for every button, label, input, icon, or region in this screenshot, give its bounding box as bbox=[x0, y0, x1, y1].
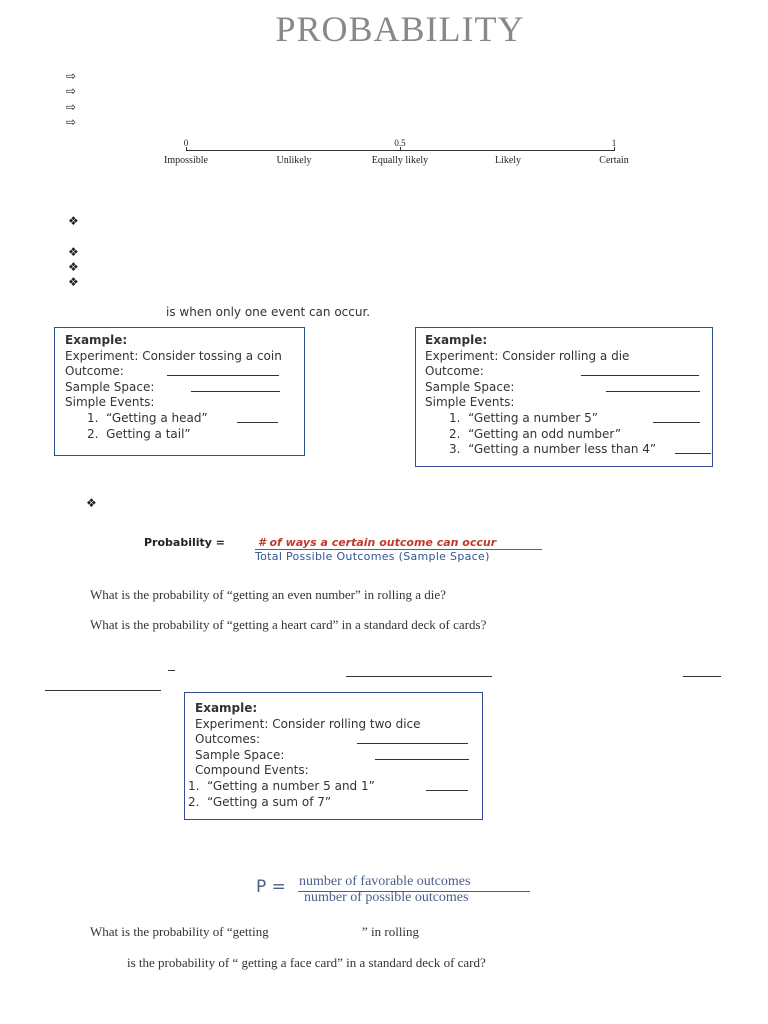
compound-event-blank[interactable] bbox=[426, 779, 468, 791]
probability-formula-label: Probability = bbox=[144, 536, 226, 549]
compound-event-item bbox=[188, 779, 482, 795]
compound-event-text: “Getting a sum of 7” bbox=[207, 794, 332, 809]
page-title: PROBABILITY bbox=[275, 9, 525, 49]
scale-label-impossible: Impossible bbox=[164, 155, 208, 166]
outcome-row bbox=[425, 364, 712, 380]
question-rolling-a: What is the probability of “getting bbox=[90, 924, 269, 939]
sample-space-row bbox=[195, 748, 482, 764]
diamond-bullet-icon: ❖ bbox=[86, 496, 97, 510]
simple-event-text: “Getting a number less than 4” bbox=[468, 442, 657, 457]
example-experiment: Experiment: Consider rolling two dice bbox=[195, 716, 421, 731]
arrow-bullet-icon: ⇨ bbox=[66, 84, 77, 98]
simple-event-item bbox=[65, 427, 304, 443]
simple-event-item bbox=[65, 411, 304, 427]
formula2-numerator: number of favorable outcomes bbox=[299, 874, 471, 889]
compound-events-label: Compound Events: bbox=[195, 763, 309, 778]
example-box-two-dice bbox=[184, 692, 483, 820]
answer-blank[interactable] bbox=[45, 690, 161, 691]
formula-p-label: P = bbox=[256, 877, 286, 897]
answer-blank[interactable] bbox=[346, 676, 492, 677]
item-number: 1. bbox=[449, 410, 469, 425]
item-number: 2. bbox=[188, 794, 208, 809]
outcome-blank[interactable] bbox=[581, 364, 699, 376]
answer-blank[interactable] bbox=[683, 676, 721, 677]
simple-event-blank[interactable] bbox=[653, 411, 700, 423]
example-heading: Example: bbox=[425, 333, 488, 347]
diamond-bullet-icon: ❖ bbox=[68, 275, 79, 289]
question-heart-card: What is the probability of “getting a heart card” in a standard deck of cards? bbox=[90, 617, 487, 632]
example-heading: Example: bbox=[195, 701, 258, 715]
outcome-label: Outcome: bbox=[65, 364, 124, 379]
scale-tick-label: 1 bbox=[611, 138, 617, 148]
diamond-bullet-icon: ❖ bbox=[68, 214, 79, 228]
simple-event-text: Getting a tail” bbox=[106, 426, 191, 441]
example-box-coin bbox=[54, 327, 305, 456]
simple-event-item bbox=[425, 442, 712, 458]
question-face-card: is the probability of “ getting a face card” in a standard deck of card? bbox=[127, 955, 486, 970]
sample-space-label: Sample Space: bbox=[65, 379, 155, 394]
example-heading: Example: bbox=[65, 333, 128, 347]
example-experiment: Experiment: Consider rolling a die bbox=[425, 348, 630, 363]
outcomes-blank[interactable] bbox=[357, 732, 468, 744]
question-even-number: What is the probability of “getting an even number” in rolling a die? bbox=[90, 587, 446, 602]
simple-event-item bbox=[425, 411, 712, 427]
formula-denominator: Total Possible Outcomes (Sample Space) bbox=[255, 550, 490, 563]
item-number: 2. bbox=[87, 426, 107, 441]
simple-event-item bbox=[425, 427, 712, 443]
scale-label-equally-likely: Equally likely bbox=[371, 155, 429, 166]
arrow-bullet-icon: ⇨ bbox=[66, 115, 77, 129]
scale-label-unlikely: Unlikely bbox=[276, 155, 312, 166]
arrow-bullet-icon: ⇨ bbox=[66, 69, 77, 83]
answer-blank[interactable] bbox=[168, 670, 175, 671]
sample-space-blank[interactable] bbox=[191, 380, 280, 392]
outcome-blank[interactable] bbox=[167, 364, 279, 376]
outcomes-label: Outcomes: bbox=[195, 732, 261, 747]
item-number: 3. bbox=[449, 442, 469, 457]
outcome-label: Outcome: bbox=[425, 364, 484, 379]
simple-event-text: “Getting a number 5” bbox=[468, 410, 598, 425]
simple-events-label: Simple Events: bbox=[425, 395, 515, 410]
scale-label-certain: Certain bbox=[599, 155, 629, 166]
scale-tick-label: 0 bbox=[183, 138, 189, 148]
example-box-die bbox=[415, 327, 713, 467]
compound-event-item bbox=[188, 795, 482, 811]
sample-space-blank[interactable] bbox=[375, 748, 469, 760]
question-rolling-b: ” in rolling bbox=[362, 924, 420, 939]
sample-space-label: Sample Space: bbox=[425, 379, 515, 394]
outcome-row bbox=[65, 364, 304, 380]
formula-numerator: # of ways a certain outcome can occur bbox=[258, 536, 497, 549]
formula2-denominator: number of possible outcomes bbox=[304, 890, 469, 905]
diamond-bullet-icon: ❖ bbox=[68, 245, 79, 259]
simple-event-text: “Getting an odd number” bbox=[468, 426, 622, 441]
simple-event-blank[interactable] bbox=[237, 411, 278, 423]
outcomes-row bbox=[195, 732, 482, 748]
sample-space-label: Sample Space: bbox=[195, 747, 285, 762]
scale-tick-label: 0.5 bbox=[394, 138, 406, 148]
sample-space-row bbox=[65, 380, 304, 396]
example-experiment: Experiment: Consider tossing a coin bbox=[65, 348, 282, 363]
simple-event-definition: is when only one event can occur. bbox=[166, 305, 371, 319]
sample-space-row bbox=[425, 380, 712, 396]
arrow-bullet-icon: ⇨ bbox=[66, 100, 77, 114]
simple-events-label: Simple Events: bbox=[65, 395, 155, 410]
diamond-bullet-icon: ❖ bbox=[68, 260, 79, 274]
compound-event-text: “Getting a number 5 and 1” bbox=[207, 778, 375, 793]
item-number: 1. bbox=[87, 410, 107, 425]
simple-event-blank[interactable] bbox=[675, 442, 711, 454]
sample-space-blank[interactable] bbox=[606, 380, 700, 392]
item-number: 1. bbox=[188, 778, 208, 793]
simple-event-text: “Getting a head” bbox=[106, 410, 208, 425]
scale-label-likely: Likely bbox=[494, 155, 522, 166]
item-number: 2. bbox=[449, 426, 469, 441]
